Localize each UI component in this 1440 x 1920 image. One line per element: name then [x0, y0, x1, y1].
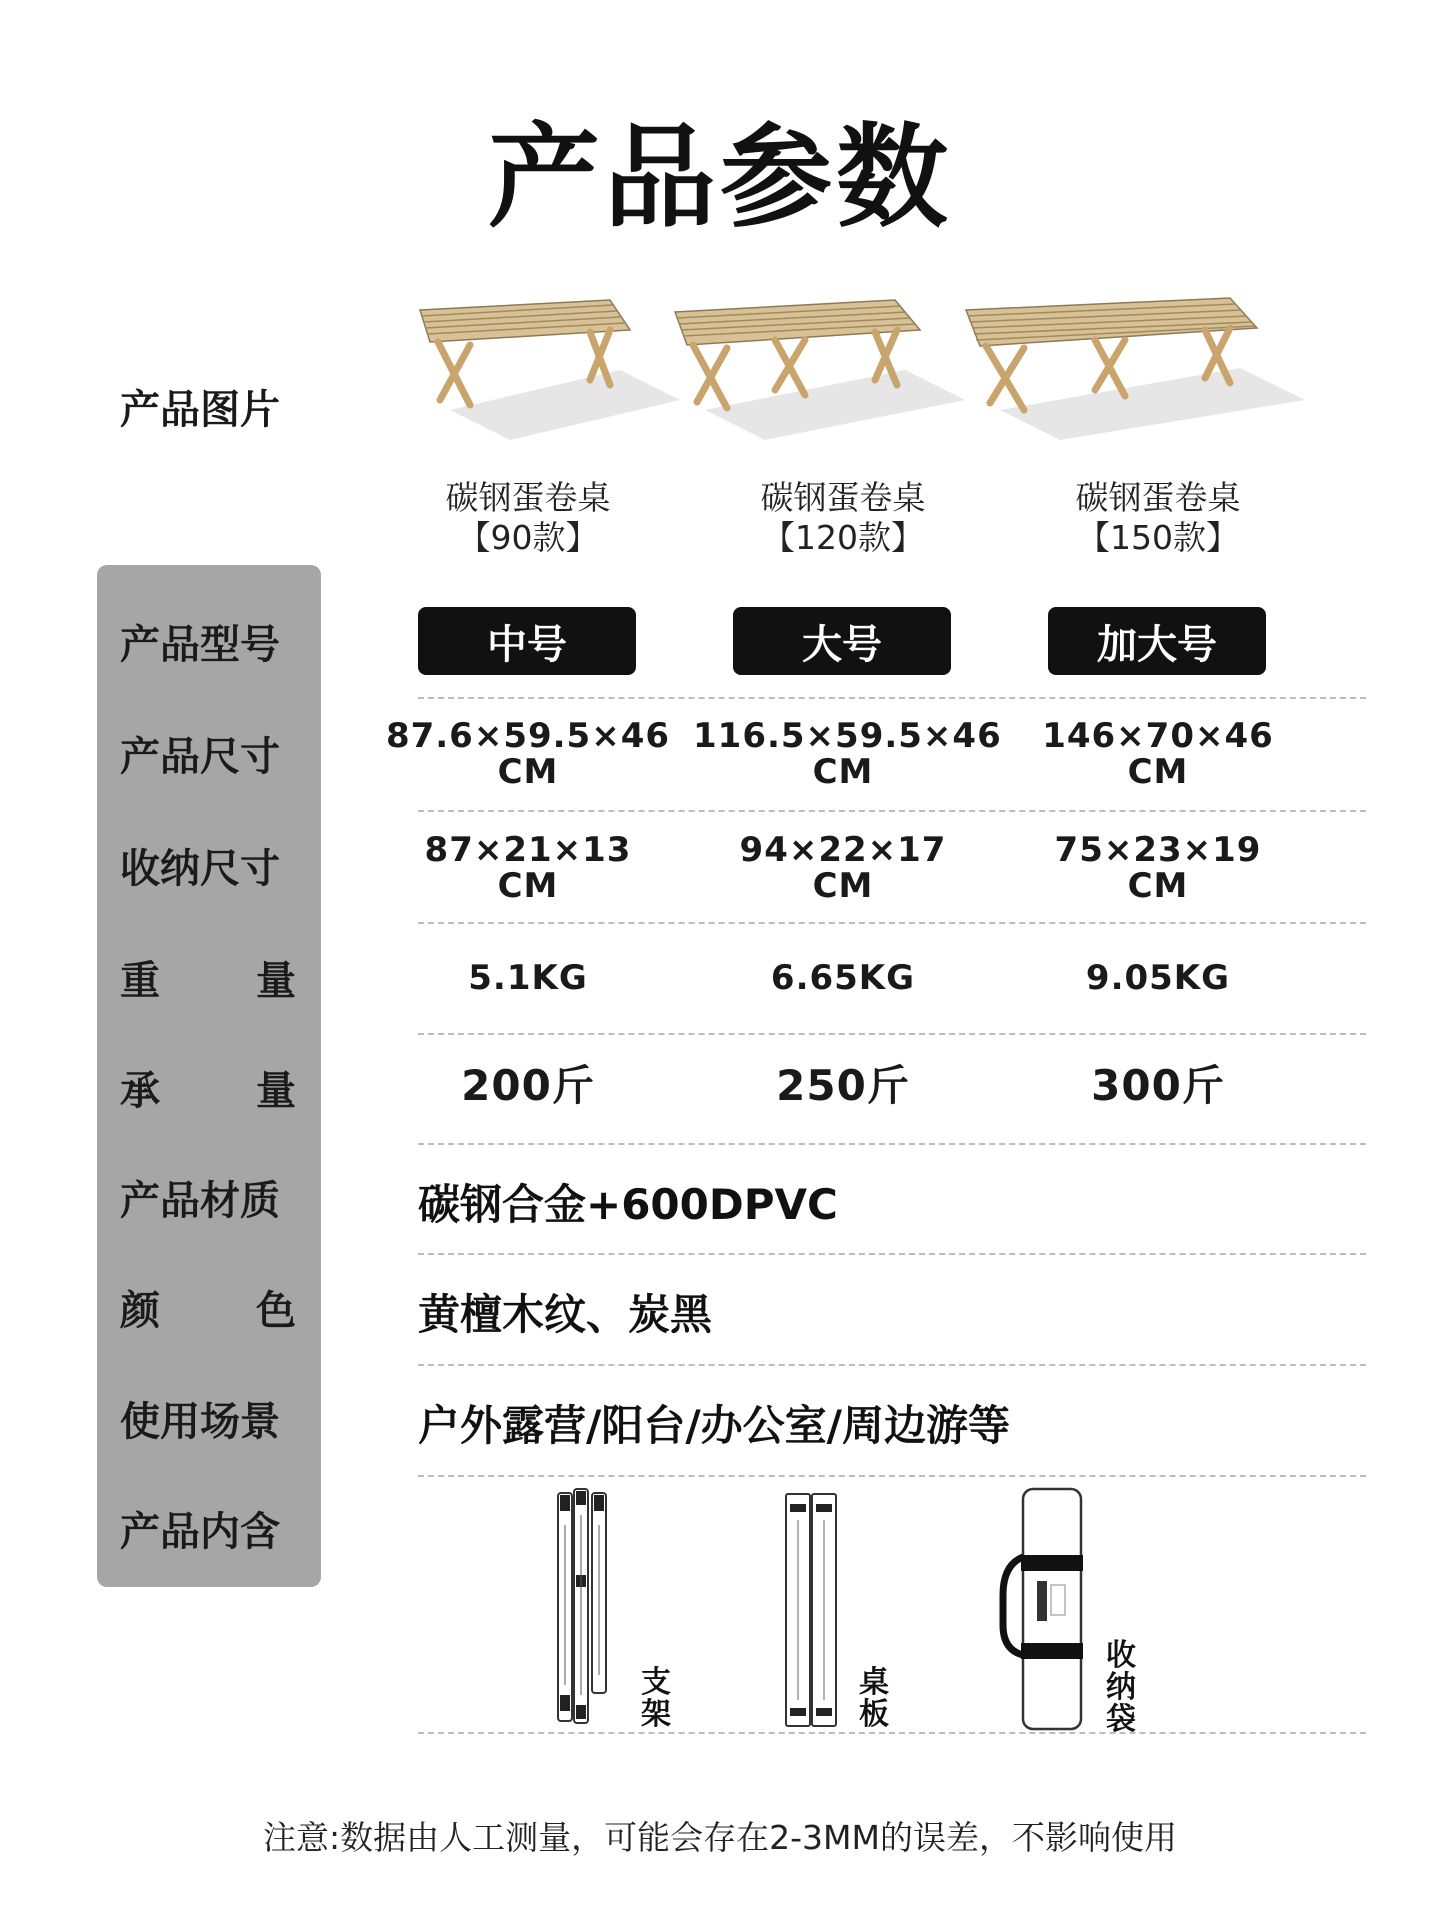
weight-value: 9.05KG — [1085, 958, 1231, 998]
storage-unit: CM — [812, 866, 874, 906]
row-divider — [418, 1364, 1366, 1366]
storage-value: 94×22×17 — [739, 830, 947, 870]
label-storage: 收纳尺寸 — [120, 845, 280, 892]
storage-value: 87×21×13 — [424, 830, 632, 870]
label-weight: 重 量 — [120, 957, 296, 1004]
table-90-image — [410, 290, 690, 450]
load-value: 300斤 — [1091, 1061, 1225, 1110]
frame-illustration — [548, 1485, 618, 1730]
label-model: 产品型号 — [120, 621, 280, 668]
size-unit: CM — [812, 752, 874, 792]
row-divider — [418, 922, 1366, 924]
table-150-image — [960, 288, 1310, 448]
row-divider — [418, 1143, 1366, 1145]
label-size: 产品尺寸 — [120, 733, 280, 780]
storage-value: 75×23×19 — [1054, 830, 1262, 870]
size-value: 116.5×59.5×46 — [693, 716, 1002, 756]
contents-label-bag: 收 纳 袋 — [1106, 1638, 1136, 1737]
product-name: 碳钢蛋卷桌 — [445, 478, 611, 517]
size-value: 87.6×59.5×46 — [385, 716, 671, 756]
label-product-image: 产品图片 — [120, 386, 280, 433]
product-variant: 【90款】 — [457, 518, 599, 557]
material-value: 碳钢合金+600DPVC — [418, 1180, 838, 1229]
row-divider — [418, 810, 1366, 812]
size-unit: CM — [1127, 752, 1189, 792]
model-pill: 中号 — [418, 607, 636, 675]
load-value: 250斤 — [776, 1061, 910, 1110]
row-divider — [418, 697, 1366, 699]
page-title: 产品参数 — [488, 113, 952, 243]
label-color: 颜 色 — [120, 1287, 296, 1334]
row-divider — [418, 1475, 1366, 1477]
measurement-note: 注意:数据由人工测量，可能会存在2-3MM的误差，不影响使用 — [263, 1818, 1177, 1857]
size-unit: CM — [497, 752, 559, 792]
contents-label-frame: 支 架 — [641, 1665, 671, 1732]
row-divider — [418, 1033, 1366, 1035]
storage-unit: CM — [497, 866, 559, 906]
tabletop-illustration — [782, 1490, 842, 1730]
storage-unit: CM — [1127, 866, 1189, 906]
weight-value: 5.1KG — [468, 958, 588, 998]
label-contents: 产品内含 — [120, 1508, 280, 1555]
size-value: 146×70×46 — [1042, 716, 1274, 756]
color-value: 黄檀木纹、炭黑 — [418, 1290, 713, 1339]
label-load: 承 量 — [120, 1067, 296, 1114]
load-value: 200斤 — [461, 1061, 595, 1110]
model-pill: 大号 — [733, 607, 951, 675]
row-divider — [418, 1732, 1366, 1734]
product-name: 碳钢蛋卷桌 — [1075, 478, 1241, 517]
product-name: 碳钢蛋卷桌 — [760, 478, 926, 517]
row-divider — [418, 1253, 1366, 1255]
scene-value: 户外露营/阳台/办公室/周边游等 — [418, 1401, 1011, 1450]
weight-value: 6.65KG — [770, 958, 916, 998]
product-variant: 【120款】 — [762, 518, 924, 557]
product-variant: 【150款】 — [1077, 518, 1239, 557]
label-material: 产品材质 — [120, 1177, 280, 1224]
model-pill: 加大号 — [1048, 607, 1266, 675]
label-scene: 使用场景 — [120, 1398, 280, 1445]
table-120-image — [665, 290, 975, 450]
storage-bag-illustration — [995, 1485, 1085, 1735]
contents-label-tabletop: 桌 板 — [859, 1665, 889, 1732]
